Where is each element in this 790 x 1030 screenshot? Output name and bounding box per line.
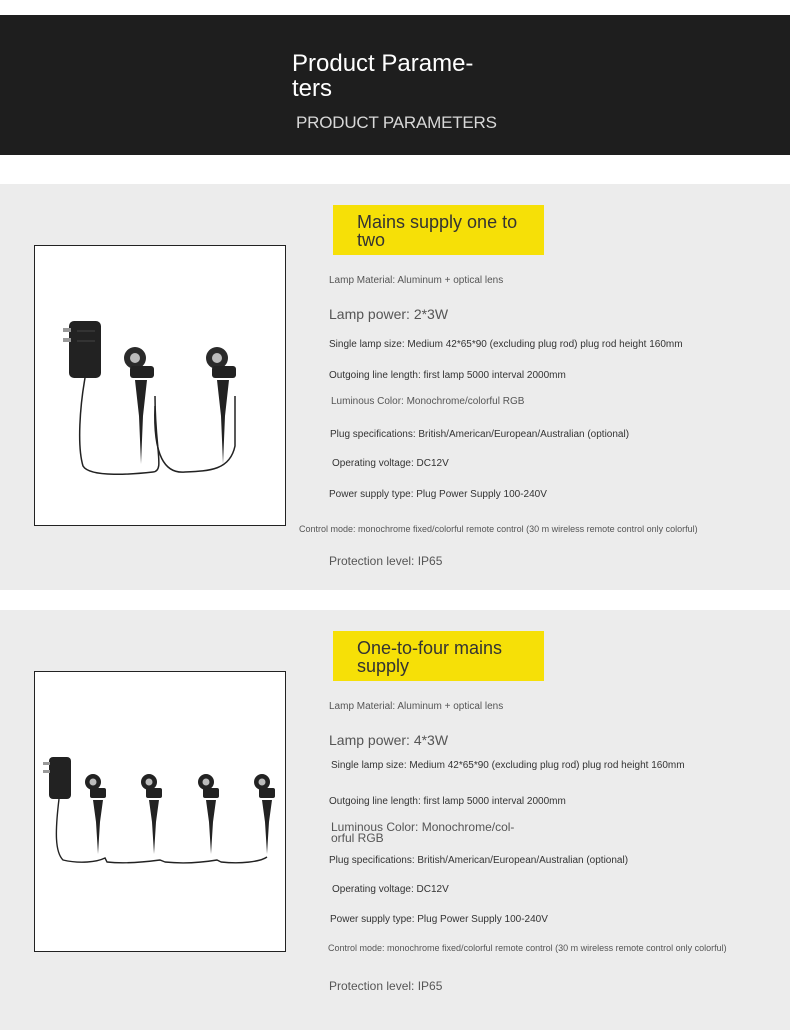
spec-size: Single lamp size: Medium 42*65*90 (excluding plug rod) plug rod height 160mm: [329, 339, 683, 350]
product-image-one-to-four: [34, 671, 286, 952]
header-banner: [0, 15, 790, 155]
page-title: Product Parame- ters: [292, 50, 474, 102]
spec-power: Lamp power: 2*3W: [329, 306, 449, 322]
spec-material: Lamp Material: Aluminum + optical lens: [329, 275, 504, 286]
spec-control: Control mode: monochrome fixed/colorful remote control (30 m wireless remote control only colorful): [328, 943, 727, 953]
lamp-set-illustration: [35, 246, 285, 525]
spec-color: Luminous Color: Monochrome/colorful RGB: [331, 396, 525, 407]
product-panel-one-to-two: [0, 184, 790, 590]
product-image-one-to-two: [34, 245, 286, 526]
product-panel-one-to-four: [0, 610, 790, 1030]
spec-plug: Plug specifications: British/American/European/Australian (optional): [330, 429, 630, 440]
spec-line-length: Outgoing line length: first lamp 5000 interval 2000mm: [329, 370, 566, 381]
spec-control: Control mode: monochrome fixed/colorful remote control (30 m wireless remote control only colorful): [299, 524, 698, 534]
product-badge-label: Mains supply one to two: [357, 212, 518, 250]
spec-supply: Power supply type: Plug Power Supply 100-240V: [330, 914, 548, 925]
spec-power: Lamp power: 4*3W: [329, 732, 449, 748]
spec-size: Single lamp size: Medium 42*65*90 (excluding plug rod) plug rod height 160mm: [331, 760, 685, 771]
spec-supply: Power supply type: Plug Power Supply 100-240V: [329, 489, 547, 500]
spec-line-length: Outgoing line length: first lamp 5000 interval 2000mm: [329, 796, 566, 807]
spec-voltage: Operating voltage: DC12V: [332, 884, 449, 895]
spec-protection: Protection level: IP65: [329, 554, 443, 568]
spec-protection: Protection level: IP65: [329, 979, 443, 993]
spec-material: Lamp Material: Aluminum + optical lens: [329, 701, 504, 712]
spec-plug: Plug specifications: British/American/European/Australian (optional): [329, 855, 629, 866]
product-badge: [333, 631, 544, 681]
product-badge-label: One-to-four mains supply: [357, 638, 503, 676]
spec-color: Luminous Color: Monochrome/col- orful RGB: [331, 820, 515, 845]
product-badge: [333, 205, 544, 255]
lamp-set-illustration: [35, 672, 285, 951]
spec-voltage: Operating voltage: DC12V: [332, 458, 449, 469]
page-subtitle: PRODUCT PARAMETERS: [296, 113, 497, 132]
